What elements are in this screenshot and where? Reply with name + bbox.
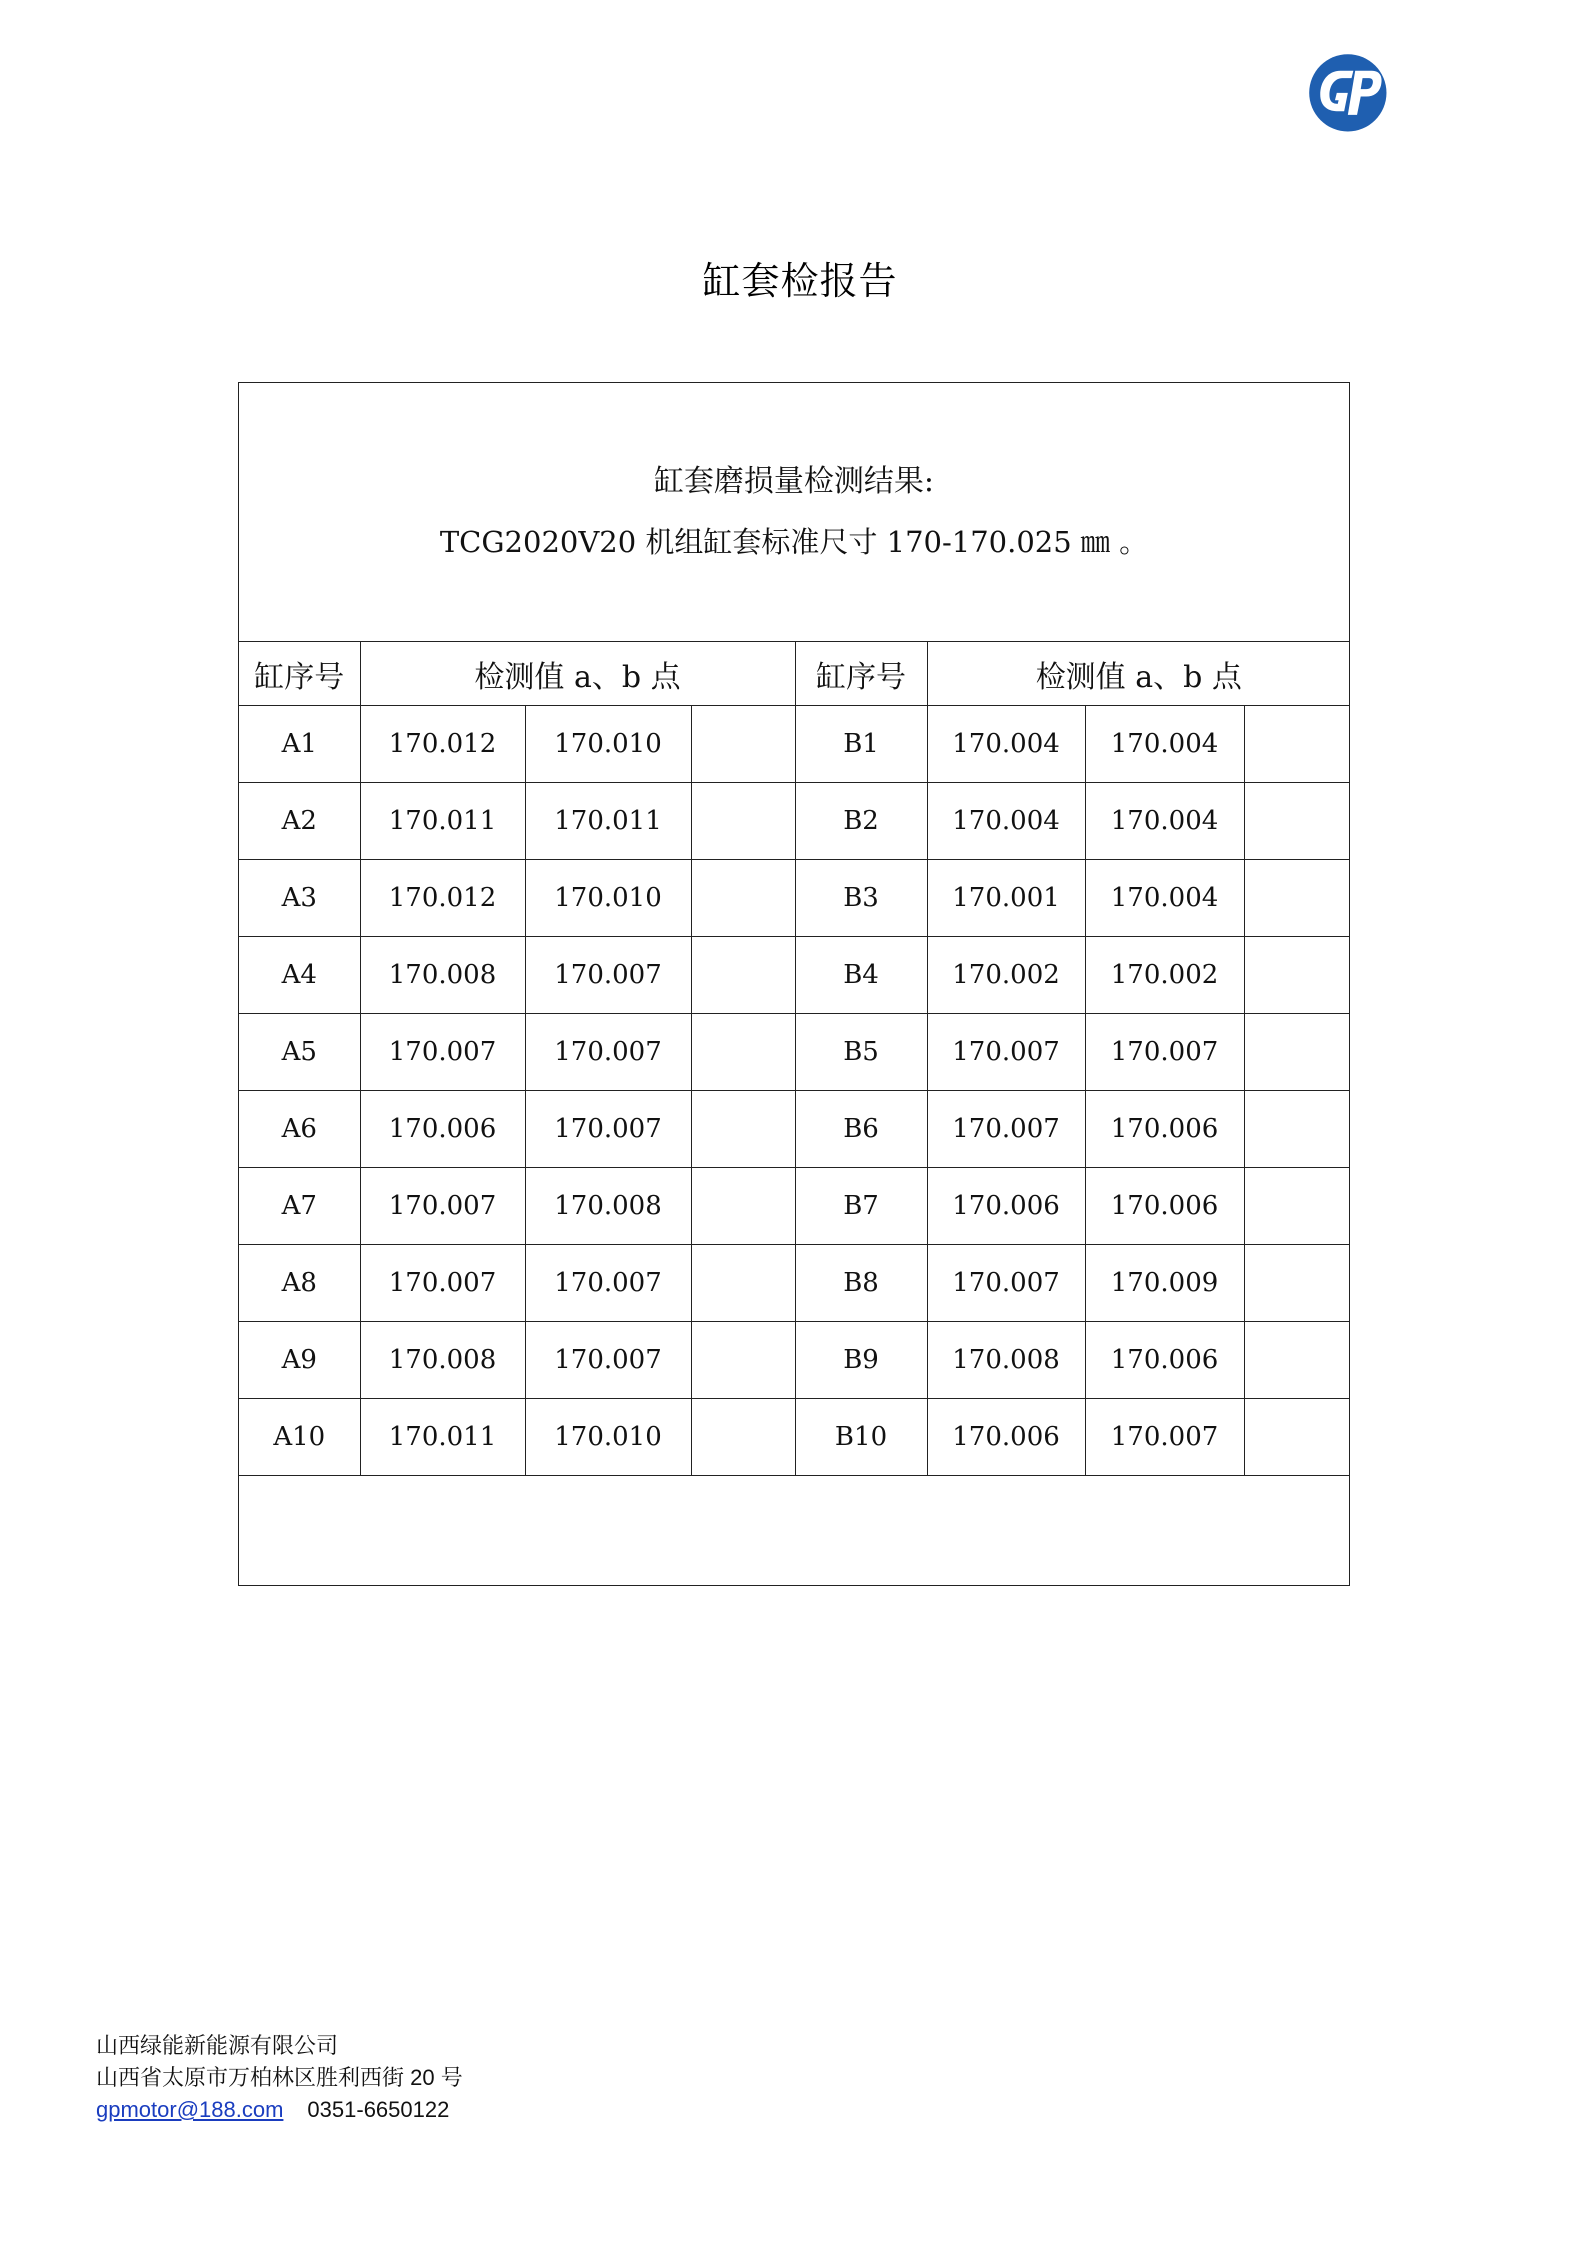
blank-cell [1244, 1322, 1350, 1399]
cylinder-id: A4 [239, 937, 360, 1014]
cylinder-id: A3 [239, 860, 360, 937]
blank-cell [691, 937, 795, 1014]
blank-cell [1244, 783, 1350, 860]
table-row [239, 783, 1350, 860]
value-a: 170.011 [360, 1399, 525, 1476]
value-a: 170.007 [360, 1168, 525, 1245]
table-row [239, 1091, 1350, 1168]
value-b: 170.007 [525, 1322, 691, 1399]
header-cylinder-a: 缸序号 [239, 642, 360, 706]
cylinder-id: A1 [239, 706, 360, 783]
value-b: 170.007 [525, 937, 691, 1014]
value-b: 170.006 [1085, 1322, 1244, 1399]
contact-line [96, 2094, 463, 2126]
blank-cell [1244, 1245, 1350, 1322]
cylinder-id: B5 [795, 1014, 927, 1091]
cylinder-id: A5 [239, 1014, 360, 1091]
blank-cell [1244, 937, 1350, 1014]
cylinder-id: A10 [239, 1399, 360, 1476]
table-header-row [239, 642, 1350, 706]
value-a: 170.001 [927, 860, 1085, 937]
cylinder-id: B7 [795, 1168, 927, 1245]
cylinder-id: B1 [795, 706, 927, 783]
blank-cell [691, 1168, 795, 1245]
blank-cell [691, 1322, 795, 1399]
table-row [239, 860, 1350, 937]
value-a: 170.007 [927, 1245, 1085, 1322]
table-row [239, 1322, 1350, 1399]
value-a: 170.007 [927, 1091, 1085, 1168]
value-b: 170.006 [1085, 1168, 1244, 1245]
cylinder-id: A9 [239, 1322, 360, 1399]
value-b: 170.006 [1085, 1091, 1244, 1168]
intro-heading: 缸套磨损量检测结果: [653, 464, 935, 499]
value-a: 170.006 [927, 1399, 1085, 1476]
company-address: 山西省太原市万柏林区胜利西街 20 号 [96, 2065, 463, 2090]
blank-cell [1244, 1091, 1350, 1168]
value-b: 170.007 [1085, 1399, 1244, 1476]
value-a: 170.008 [360, 1322, 525, 1399]
cylinder-id: B9 [795, 1322, 927, 1399]
cylinder-id: A7 [239, 1168, 360, 1245]
value-a: 170.007 [927, 1014, 1085, 1091]
value-b: 170.007 [1085, 1014, 1244, 1091]
value-a: 170.011 [360, 783, 525, 860]
blank-cell [691, 706, 795, 783]
cylinder-id: B6 [795, 1091, 927, 1168]
value-a: 170.007 [360, 1014, 525, 1091]
value-b: 170.002 [1085, 937, 1244, 1014]
header-values-b: 检测值 a、b 点 [927, 642, 1350, 706]
blank-cell [691, 1245, 795, 1322]
cylinder-id: A6 [239, 1091, 360, 1168]
blank-cell [1244, 860, 1350, 937]
value-a: 170.007 [360, 1245, 525, 1322]
intro-standard-size: TCG2020V20 机组缸套标准尺寸 170-170.025 ㎜ 。 [439, 525, 1149, 559]
blank-cell [1244, 1168, 1350, 1245]
value-b: 170.011 [525, 783, 691, 860]
blank-cell [691, 1014, 795, 1091]
measurement-table [239, 641, 1350, 1476]
value-b: 170.009 [1085, 1245, 1244, 1322]
table-row [239, 706, 1350, 783]
value-b: 170.008 [525, 1168, 691, 1245]
phone-number: 0351-6650122 [307, 2097, 450, 2122]
cylinder-id: A2 [239, 783, 360, 860]
value-a: 170.012 [360, 706, 525, 783]
cylinder-id: B10 [795, 1399, 927, 1476]
value-a: 170.012 [360, 860, 525, 937]
table-row [239, 1168, 1350, 1245]
blank-cell [1244, 1014, 1350, 1091]
value-b: 170.010 [525, 1399, 691, 1476]
value-b: 170.004 [1085, 860, 1244, 937]
value-b: 170.007 [525, 1014, 691, 1091]
blank-cell [1244, 1399, 1350, 1476]
blank-cell [691, 1091, 795, 1168]
report-table-frame [238, 382, 1350, 1586]
value-a: 170.008 [927, 1322, 1085, 1399]
table-row [239, 1245, 1350, 1322]
value-a: 170.002 [927, 937, 1085, 1014]
table-remarks-area [239, 1482, 1349, 1585]
page-title: 缸套检报告 [702, 259, 898, 303]
table-row [239, 1014, 1350, 1091]
value-a: 170.004 [927, 783, 1085, 860]
value-a: 170.008 [360, 937, 525, 1014]
gp-logo-icon [1300, 45, 1392, 137]
table-row [239, 1399, 1350, 1476]
blank-cell [1244, 706, 1350, 783]
value-b: 170.010 [525, 706, 691, 783]
cylinder-id: A8 [239, 1245, 360, 1322]
value-b: 170.004 [1085, 783, 1244, 860]
value-a: 170.006 [927, 1168, 1085, 1245]
blank-cell [691, 783, 795, 860]
value-b: 170.004 [1085, 706, 1244, 783]
value-a: 170.006 [360, 1091, 525, 1168]
value-b: 170.007 [525, 1245, 691, 1322]
company-footer [96, 2030, 463, 2126]
email-link[interactable]: gpmotor@188.com [96, 2097, 284, 2122]
intro-section [239, 383, 1349, 642]
cylinder-id: B3 [795, 860, 927, 937]
cylinder-id: B2 [795, 783, 927, 860]
cylinder-id: B4 [795, 937, 927, 1014]
header-cylinder-b: 缸序号 [795, 642, 927, 706]
blank-cell [691, 860, 795, 937]
value-b: 170.010 [525, 860, 691, 937]
header-values-a: 检测值 a、b 点 [360, 642, 795, 706]
cylinder-id: B8 [795, 1245, 927, 1322]
value-a: 170.004 [927, 706, 1085, 783]
value-b: 170.007 [525, 1091, 691, 1168]
company-name: 山西绿能新能源有限公司 [96, 2033, 339, 2058]
table-row [239, 937, 1350, 1014]
blank-cell [691, 1399, 795, 1476]
